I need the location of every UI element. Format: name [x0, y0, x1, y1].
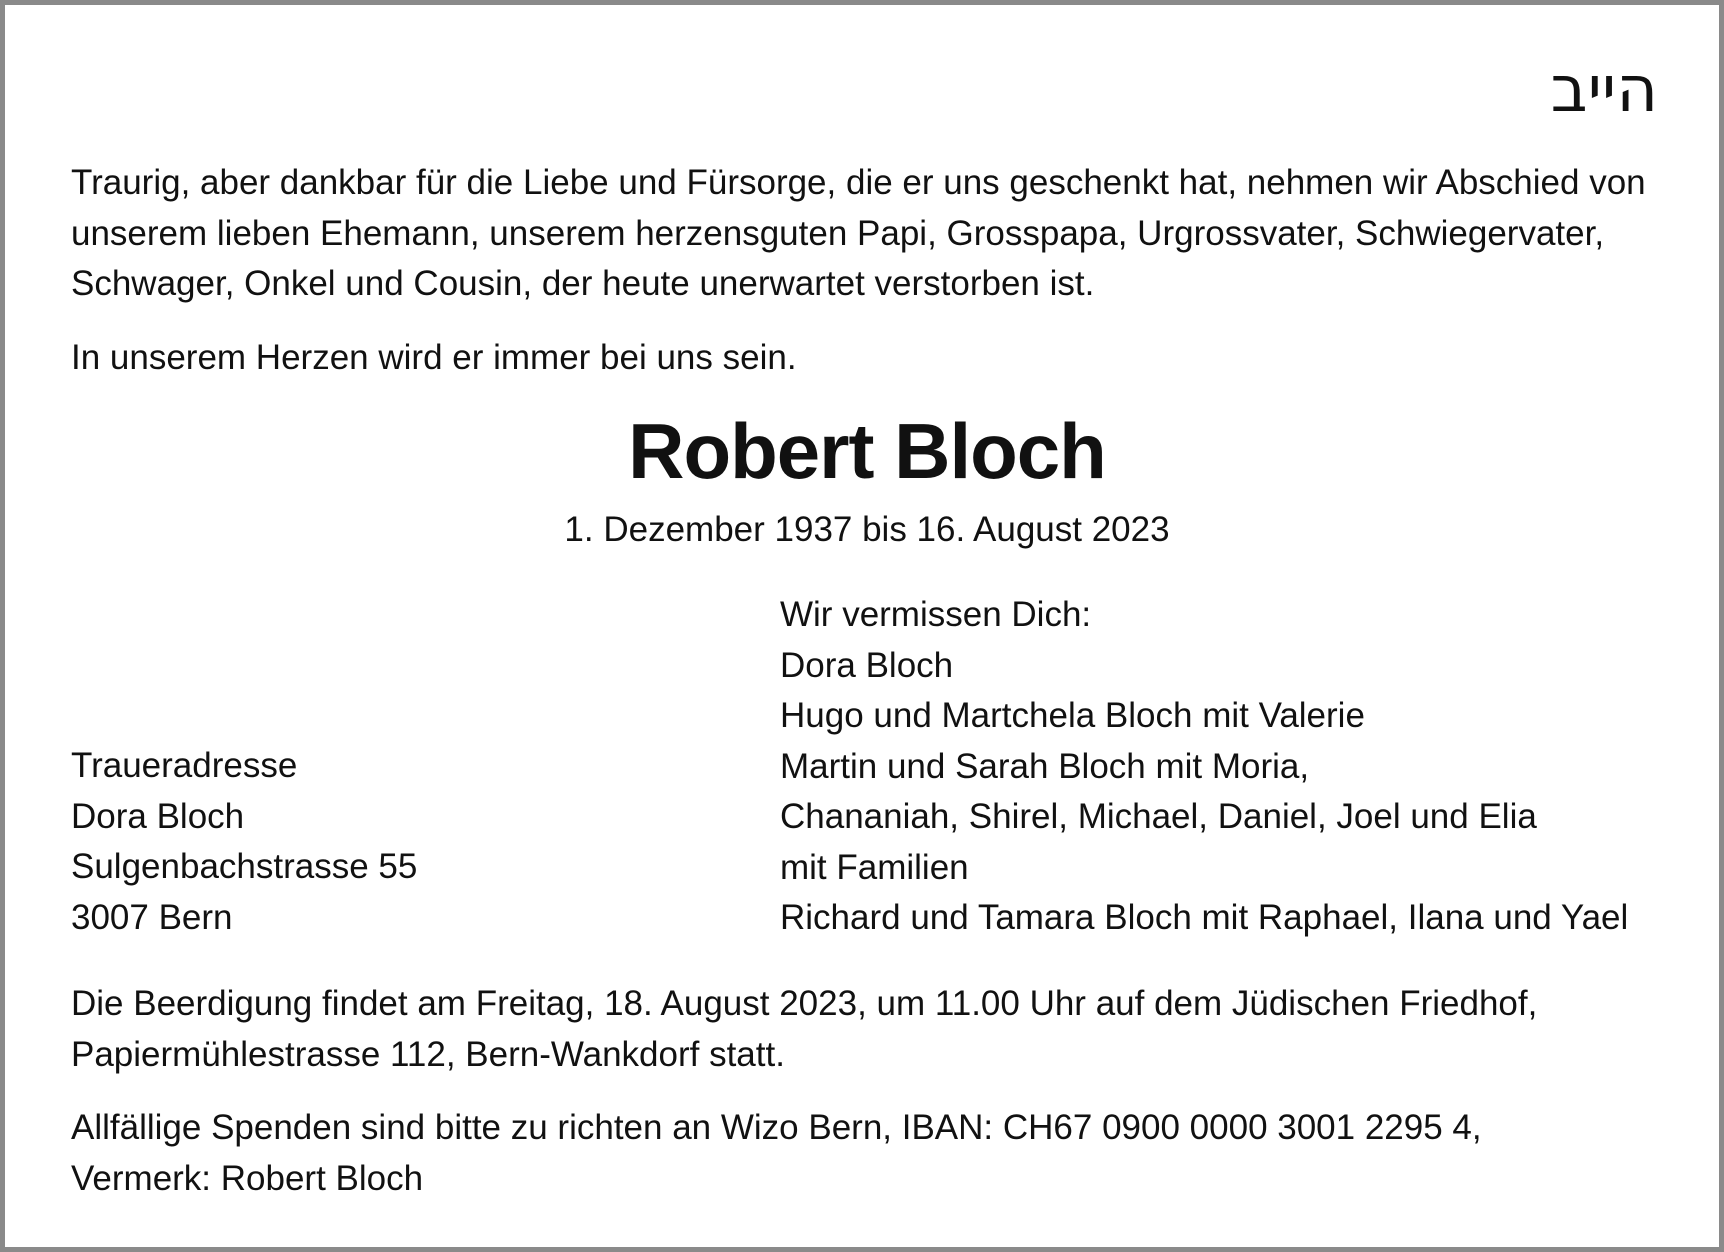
family-member: Richard und Tamara Bloch mit Raphael, Ilana und Yael: [780, 898, 1629, 937]
address-line: 3007 Bern: [71, 897, 233, 937]
life-dates: 1. Dezember 1937 bis 16. August 2023: [564, 510, 1170, 549]
family-member: Chananiah, Shirel, Michael, Daniel, Joel und Elia: [780, 797, 1537, 836]
herzen-line: In unserem Herzen wird er immer bei uns sein.: [71, 338, 797, 377]
family-member: mit Familien: [780, 847, 969, 887]
donations-line: Vermerk: Robert Bloch: [71, 1158, 424, 1198]
funeral-line: Papiermühlestrasse 112, Bern-Wankdorf statt.: [71, 1034, 785, 1074]
hebrew-heading: הייב: [1550, 53, 1658, 127]
funeral-paragraph: [71, 979, 1671, 1080]
family-member: Hugo und Martchela Bloch mit Valerie: [780, 696, 1365, 735]
mourning-address: [71, 741, 417, 943]
donations-line: Allfällige Spenden sind bitte zu richten an Wizo Bern, IBAN: CH67 0900 0000 3001 2295 4,: [71, 1108, 1482, 1147]
family-member: Martin und Sarah Bloch mit Moria,: [780, 746, 1310, 786]
intro-line: Traurig, aber dankbar für die Liebe und Fürsorge, die er uns geschenkt hat, nehmen wir Abschied von: [71, 163, 1646, 202]
family-list: [780, 590, 1628, 944]
intro-line: Schwager, Onkel und Cousin, der heute unerwartet verstorben ist.: [71, 264, 1095, 303]
address-line: Dora Bloch: [71, 796, 245, 836]
family-heading: Wir vermissen Dich:: [780, 595, 1092, 634]
deceased-name: Robert Bloch: [628, 407, 1106, 495]
family-member: Dora Bloch: [780, 645, 954, 685]
address-line: Sulgenbachstrasse 55: [71, 847, 418, 886]
donations-paragraph: [71, 1103, 1671, 1204]
funeral-line: Die Beerdigung findet am Freitag, 18. August 2023, um 11.00 Uhr auf dem Jüdischen Friedhof,: [71, 984, 1538, 1023]
address-heading: Traueradresse: [71, 746, 298, 785]
intro-line: unserem lieben Ehemann, unserem herzensguten Papi, Grosspapa, Urgrossvater, Schwiegervater,: [71, 213, 1605, 253]
intro-paragraph: [71, 158, 1671, 310]
